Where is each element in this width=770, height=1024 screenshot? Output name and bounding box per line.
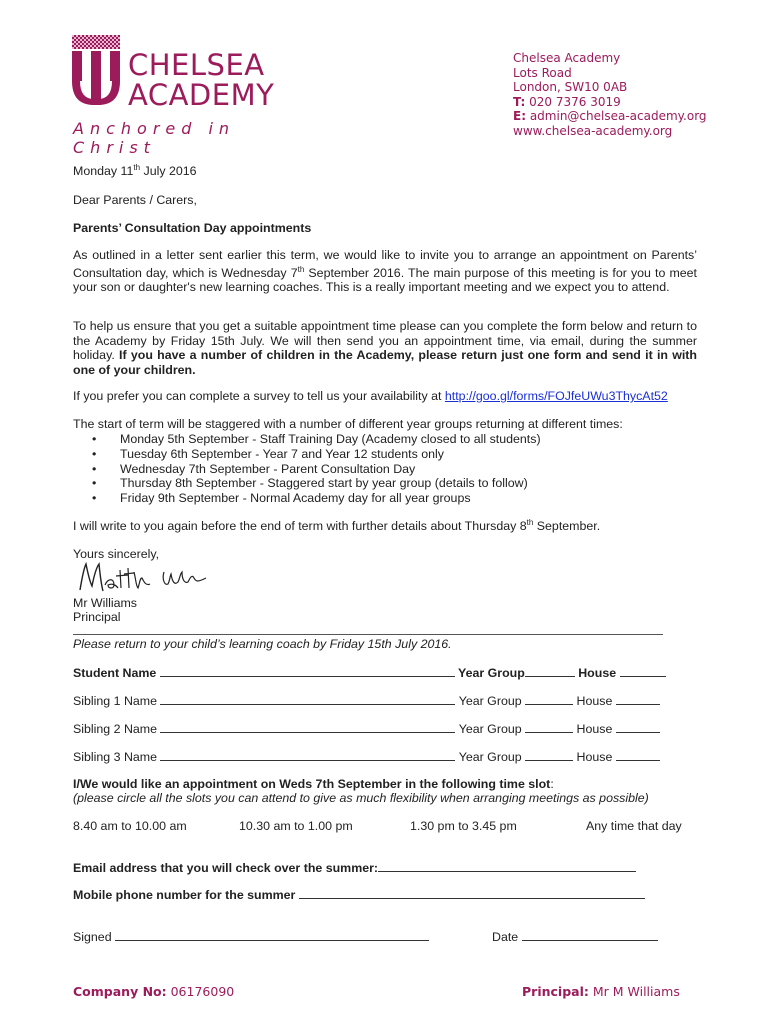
list-item: • Monday 5th September - Staff Training Day (Academy closed to all students): [96, 432, 541, 447]
company-number: [73, 984, 234, 999]
principal-label: Principal:: [522, 984, 589, 999]
address-phone-row: [513, 95, 707, 110]
house-label: House: [578, 666, 617, 680]
house-label: House: [576, 750, 613, 764]
sibling2-year-group-field[interactable]: [525, 721, 573, 733]
list-item: • Thursday 8th September - Staggered start by year group (details to follow): [96, 476, 541, 491]
list-item: • Friday 9th September - Normal Academy day for all year groups: [96, 491, 541, 506]
email-label: Email address that you will check over the summer:: [73, 861, 379, 875]
paragraph-3: [73, 389, 668, 403]
signer-name: Mr Williams: [73, 596, 138, 610]
date-field[interactable]: [522, 929, 658, 941]
p1-text-b: September 2016. The main purpose of this meeting is for you to meet your son or daughter's new learning coaches. This is a really important meeting and we expect you to attend.: [73, 265, 698, 295]
student-house-field[interactable]: [620, 665, 666, 677]
p5-text-b: September.: [533, 519, 601, 534]
house-label: House: [576, 722, 613, 736]
slot-heading-text: I/We would like an appointment on Weds 7th September in the following time slot: [73, 777, 551, 791]
tear-off-divider: [73, 634, 663, 635]
sibling3-house-field[interactable]: [616, 749, 660, 761]
logo-name-line1: CHELSEA: [128, 48, 265, 82]
signed-field[interactable]: [115, 929, 429, 941]
website-link[interactable]: www.chelsea-academy.org: [513, 123, 673, 138]
p5-sup: th: [526, 518, 534, 527]
signer-title: Principal: [73, 610, 121, 624]
signature-image: [72, 560, 212, 596]
principal-footer: [522, 984, 680, 999]
term-dates-list: [96, 432, 541, 506]
company-number-value: 06176090: [170, 984, 235, 999]
sibling3-name-label: Sibling 3 Name: [73, 750, 158, 764]
address-name: Chelsea Academy: [513, 51, 621, 65]
student-name-field[interactable]: [160, 665, 455, 677]
time-slot-4[interactable]: Any time that day: [586, 819, 682, 833]
sibling2-row: [73, 721, 660, 736]
email-label: E:: [513, 109, 526, 123]
mobile-field[interactable]: [299, 887, 645, 899]
year-group-label: Year Group: [458, 694, 522, 708]
company-label: Company No:: [73, 984, 167, 999]
time-slot-3[interactable]: 1.30 pm to 3.45 pm: [410, 819, 517, 833]
year-group-label: Year Group: [458, 722, 522, 736]
slot-heading: [73, 777, 554, 791]
closing: Yours sincerely,: [73, 547, 160, 561]
return-note-text: Please return to your child’s learning coach by Friday 15th July 2016: [73, 637, 449, 651]
email-address[interactable]: admin@chelsea-academy.org: [529, 109, 707, 123]
p5-text-a: I will write to you again before the end of term with further details about Thursday 8: [73, 519, 527, 534]
address-email-row: [513, 109, 707, 124]
time-slot-2[interactable]: 10.30 am to 1.00 pm: [239, 819, 353, 833]
date-row: [492, 929, 658, 944]
date-month: July 2016: [140, 164, 197, 179]
subject-heading: Parents’ Consultation Day appointments: [73, 221, 312, 235]
return-note-end: .: [448, 637, 452, 651]
sibling1-name-field[interactable]: [160, 693, 455, 705]
paragraph-1: [73, 248, 697, 295]
logo-name-line2: ACADEMY: [128, 78, 275, 112]
p3-text: If you prefer you can complete a survey to tell us your availability at: [73, 389, 445, 403]
student-row: [73, 665, 666, 680]
academy-address: [513, 51, 707, 138]
sibling2-name-label: Sibling 2 Name: [73, 722, 158, 736]
p1-text-a: As outlined in a letter sent earlier this term, we would like to invite you to arrange an appointment on Parents’ Consultation day, which is Wednesday 7: [73, 248, 697, 280]
list-item: • Tuesday 6th September - Year 7 and Year 12 students only: [96, 447, 541, 462]
principal-name: Mr M Williams: [592, 984, 680, 999]
academy-logo: [70, 33, 300, 157]
p2-bold-text: If you have a number of children in the Academy, please return just one form and send it in with one of your children.: [73, 348, 697, 377]
slot-heading-colon: :: [550, 777, 554, 791]
sibling3-year-group-field[interactable]: [525, 749, 573, 761]
salutation: Dear Parents / Carers,: [73, 193, 197, 207]
slot-note: (please circle all the slots you can attend to give as much flexibility when arranging meetings as possible): [73, 791, 649, 805]
list-item: • Wednesday 7th September - Parent Consultation Day: [96, 462, 541, 477]
sibling1-row: [73, 693, 660, 708]
mobile-row: [73, 887, 645, 902]
cross-shield-icon: [70, 33, 122, 107]
date-sup: th: [133, 163, 141, 172]
sibling3-row: [73, 749, 660, 764]
p2-text: To help us ensure that you get a suitable appointment time please can you complete the form below and return to the Academy by Friday 15th July. We will then send you an appointment time, via email, during the summer holiday.: [73, 319, 697, 362]
mobile-label: Mobile phone number for the summer: [73, 888, 296, 902]
phone-number: 020 7376 3019: [529, 94, 621, 109]
return-note: [73, 637, 452, 651]
sibling1-house-field[interactable]: [616, 693, 660, 705]
letter-date: [73, 163, 197, 178]
sibling1-year-group-field[interactable]: [525, 693, 573, 705]
address-city: London, SW10 0AB: [513, 80, 628, 94]
sibling1-name-label: Sibling 1 Name: [73, 694, 158, 708]
tagline: Anchored in Christ: [73, 119, 236, 157]
date-label: Date: [492, 930, 519, 944]
year-group-label: Year Group: [458, 750, 522, 764]
address-street: Lots Road: [513, 65, 572, 80]
signed-label: Signed: [73, 930, 112, 944]
time-slot-1[interactable]: 8.40 am to 10.00 am: [73, 819, 187, 833]
year-group-label: Year Group: [457, 666, 525, 680]
email-field[interactable]: [378, 860, 636, 872]
signed-row: [73, 929, 429, 944]
student-year-group-field[interactable]: [525, 665, 575, 677]
paragraph-5: [73, 518, 600, 533]
paragraph-2: [73, 319, 697, 377]
paragraph-4: The start of term will be staggered with a number of different year groups returning at different times:: [73, 417, 623, 431]
email-row: [73, 860, 636, 875]
sibling2-house-field[interactable]: [616, 721, 660, 733]
survey-link[interactable]: http://goo.gl/forms/FOJfeUWu3ThycAt52: [444, 389, 668, 403]
student-name-label: Student Name: [73, 666, 157, 680]
sibling3-name-field[interactable]: [160, 749, 455, 761]
phone-label: T:: [513, 94, 526, 109]
house-label: House: [576, 694, 613, 708]
date-text: Monday 11: [73, 164, 134, 179]
sibling2-name-field[interactable]: [160, 721, 455, 733]
p1-sup: th: [297, 264, 305, 274]
